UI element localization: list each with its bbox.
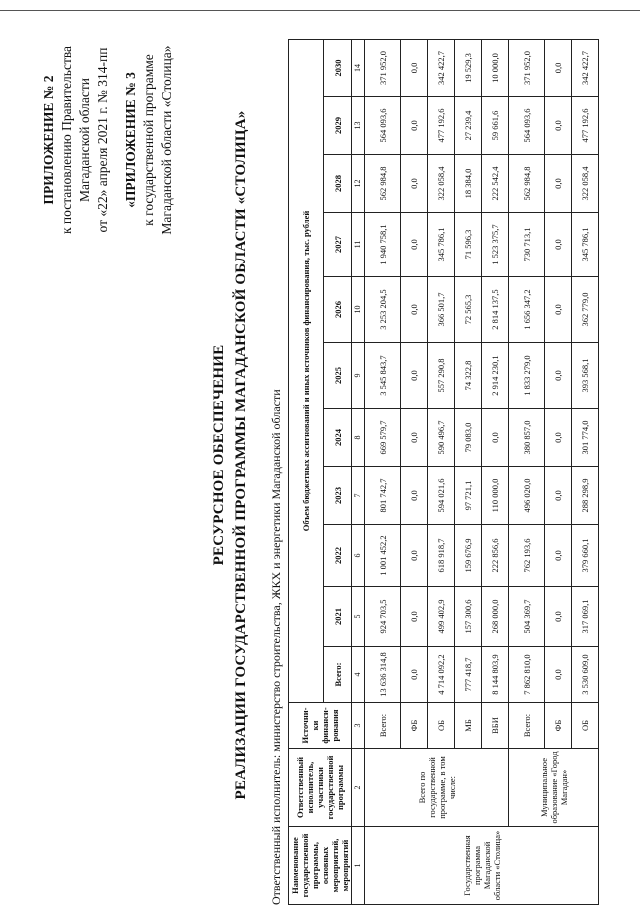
document-title: [208, 55, 252, 855]
value-cell: 71 596,3: [455, 213, 482, 277]
value-cell: 371 952,0: [365, 39, 401, 96]
value-cell: 159 676,9: [455, 525, 482, 587]
header-year: 2027: [324, 213, 352, 277]
appendix-line: к постановлению Правительства: [59, 45, 74, 235]
value-cell: 79 083,0: [455, 409, 482, 467]
value-cell: 2 914 230,1: [482, 343, 509, 409]
value-cell: 97 721,1: [455, 467, 482, 525]
source-cell: ОБ: [428, 703, 455, 749]
appendix-number-2: «ПРИЛОЖЕНИЕ № 3: [123, 72, 138, 208]
value-cell: 562 984,8: [509, 155, 545, 213]
total-cell: 777 418,7: [455, 647, 482, 703]
header-year: 2022: [324, 525, 352, 587]
total-cell: 0,0: [401, 647, 428, 703]
value-cell: 379 660,1: [572, 525, 599, 587]
header-year: 2026: [324, 277, 352, 343]
value-cell: 669 579,7: [365, 409, 401, 467]
title-line-1: РЕСУРСНОЕ ОБЕСПЕЧЕНИЕ: [211, 344, 227, 566]
column-number: 12: [352, 155, 365, 213]
value-cell: 27 239,4: [455, 97, 482, 155]
value-cell: 72 565,3: [455, 277, 482, 343]
value-cell: 322 058,4: [428, 155, 455, 213]
column-number: 9: [352, 343, 365, 409]
total-cell: 4 714 092,2: [428, 647, 455, 703]
value-cell: 2 814 137,5: [482, 277, 509, 343]
value-cell: 3 545 843,7: [365, 343, 401, 409]
column-number: 4: [352, 647, 365, 703]
value-cell: 0,0: [545, 587, 572, 647]
value-cell: 0,0: [545, 343, 572, 409]
value-cell: 59 661,6: [482, 97, 509, 155]
value-cell: 268 000,0: [482, 587, 509, 647]
header-year: 2024: [324, 409, 352, 467]
value-cell: 0,0: [401, 277, 428, 343]
value-cell: 1 523 375,7: [482, 213, 509, 277]
value-cell: 10 000,0: [482, 39, 509, 96]
header-year: 2025: [324, 343, 352, 409]
value-cell: 0,0: [545, 213, 572, 277]
appendix-block: [40, 15, 176, 265]
column-number: 11: [352, 213, 365, 277]
source-cell: ВБИ: [482, 703, 509, 749]
value-cell: 0,0: [401, 587, 428, 647]
column-number: 14: [352, 39, 365, 96]
value-cell: 0,0: [401, 343, 428, 409]
source-cell: ОБ: [572, 703, 599, 749]
resource-table: [288, 39, 599, 905]
value-cell: 362 779,0: [572, 277, 599, 343]
header-row-1: [289, 39, 324, 904]
value-cell: 0,0: [401, 39, 428, 96]
value-cell: 801 742,7: [365, 467, 401, 525]
value-cell: 0,0: [545, 155, 572, 213]
appendix-line: Магаданской области: [77, 78, 92, 202]
header-year: 2023: [324, 467, 352, 525]
value-cell: 0,0: [401, 409, 428, 467]
column-number: 1: [352, 827, 365, 905]
value-cell: 345 786,1: [428, 213, 455, 277]
source-cell: Всего:: [509, 703, 545, 749]
value-cell: 762 193,6: [509, 525, 545, 587]
source-cell: МБ: [455, 703, 482, 749]
group-label-cell: Всего по государственной программе, в том числе:: [365, 749, 509, 827]
header-year: 2028: [324, 155, 352, 213]
group-label-cell: Муниципальное образование «Город Магадан»: [509, 749, 599, 827]
margin-mark: [0, 10, 640, 11]
value-cell: 1 940 758,1: [365, 213, 401, 277]
value-cell: 288 298,9: [572, 467, 599, 525]
table-row: [365, 39, 401, 904]
value-cell: 477 192,6: [428, 97, 455, 155]
value-cell: 477 192,6: [572, 97, 599, 155]
value-cell: 730 713,1: [509, 213, 545, 277]
value-cell: 1 833 279,0: [509, 343, 545, 409]
value-cell: 222 542,4: [482, 155, 509, 213]
column-number: 2: [352, 749, 365, 827]
total-cell: 0,0: [545, 647, 572, 703]
header-year: 2029: [324, 97, 352, 155]
value-cell: 18 384,0: [455, 155, 482, 213]
value-cell: 0,0: [545, 39, 572, 96]
value-cell: 0,0: [401, 97, 428, 155]
column-number: 5: [352, 587, 365, 647]
value-cell: 74 322,8: [455, 343, 482, 409]
value-cell: 0,0: [401, 525, 428, 587]
appendix-line: Магаданской области «Столица»: [159, 45, 174, 235]
header-responsible: Ответственный исполнитель, участники государственной программы: [289, 749, 352, 827]
value-cell: 0,0: [401, 467, 428, 525]
value-cell: 504 369,7: [509, 587, 545, 647]
value-cell: 366 501,7: [428, 277, 455, 343]
column-number-row: [352, 39, 365, 904]
value-cell: 342 422,7: [572, 39, 599, 96]
source-cell: Всего:: [365, 703, 401, 749]
appendix-line: к государственной программе: [141, 54, 156, 226]
value-cell: 1 656 347,2: [509, 277, 545, 343]
value-cell: 0,0: [545, 409, 572, 467]
column-number: 13: [352, 97, 365, 155]
appendix-number: ПРИЛОЖЕНИЕ № 2: [41, 75, 56, 205]
column-number: 6: [352, 525, 365, 587]
value-cell: 301 774,0: [572, 409, 599, 467]
value-cell: 0,0: [545, 525, 572, 587]
total-cell: 3 530 609,0: [572, 647, 599, 703]
program-name-cell: Государственная программа Магаданской области «Столица»: [365, 827, 599, 905]
value-cell: 317 069,1: [572, 587, 599, 647]
column-number: 7: [352, 467, 365, 525]
header-source: Источни-ки финанси-рования: [289, 703, 352, 749]
value-cell: 3 253 204,5: [365, 277, 401, 343]
appendix-line: от «22» апреля 2021 г. № 314-пп: [95, 47, 110, 233]
value-cell: 342 422,7: [428, 39, 455, 96]
column-number: 10: [352, 277, 365, 343]
source-cell: ФБ: [401, 703, 428, 749]
header-year: 2030: [324, 39, 352, 96]
value-cell: 380 857,0: [509, 409, 545, 467]
value-cell: 0,0: [545, 467, 572, 525]
header-year: 2021: [324, 587, 352, 647]
value-cell: 496 020,0: [509, 467, 545, 525]
value-cell: 19 529,3: [455, 39, 482, 96]
responsible-executor: Ответственный исполнитель: министерство строительства, ЖКХ и энергетики Магаданской области: [269, 389, 283, 905]
value-cell: 0,0: [545, 277, 572, 343]
value-cell: 590 496,7: [428, 409, 455, 467]
value-cell: 0,0: [401, 155, 428, 213]
header-total: Всего:: [324, 647, 352, 703]
value-cell: 110 000,0: [482, 467, 509, 525]
value-cell: 371 952,0: [509, 39, 545, 96]
value-cell: 393 568,1: [572, 343, 599, 409]
total-cell: 13 636 314,8: [365, 647, 401, 703]
title-line-2: РЕАЛИЗАЦИИ ГОСУДАРСТВЕННОЙ ПРОГРАММЫ МАГАДАНСКОЙ ОБЛАСТИ «СТОЛИЦА»: [233, 110, 249, 800]
value-cell: 499 402,9: [428, 587, 455, 647]
value-cell: 222 856,6: [482, 525, 509, 587]
header-name: Наименование государственной программы, основных мероприятий, мероприятий: [289, 827, 352, 905]
column-number: 3: [352, 703, 365, 749]
value-cell: 0,0: [401, 213, 428, 277]
header-volume: Объем бюджетных ассигнований и иных источников финансирования, тыс. рублей: [289, 39, 324, 702]
value-cell: 1 001 452,2: [365, 525, 401, 587]
column-number: 8: [352, 409, 365, 467]
value-cell: 322 058,4: [572, 155, 599, 213]
total-cell: 7 862 810,0: [509, 647, 545, 703]
value-cell: 345 786,1: [572, 213, 599, 277]
value-cell: 594 021,6: [428, 467, 455, 525]
source-cell: ФБ: [545, 703, 572, 749]
value-cell: 157 300,6: [455, 587, 482, 647]
value-cell: 0,0: [545, 97, 572, 155]
value-cell: 0,0: [482, 409, 509, 467]
value-cell: 557 290,8: [428, 343, 455, 409]
value-cell: 924 703,5: [365, 587, 401, 647]
value-cell: 618 918,7: [428, 525, 455, 587]
total-cell: 8 144 803,9: [482, 647, 509, 703]
value-cell: 564 093,6: [509, 97, 545, 155]
value-cell: 562 984,8: [365, 155, 401, 213]
table-row: [509, 39, 545, 904]
value-cell: 564 093,6: [365, 97, 401, 155]
